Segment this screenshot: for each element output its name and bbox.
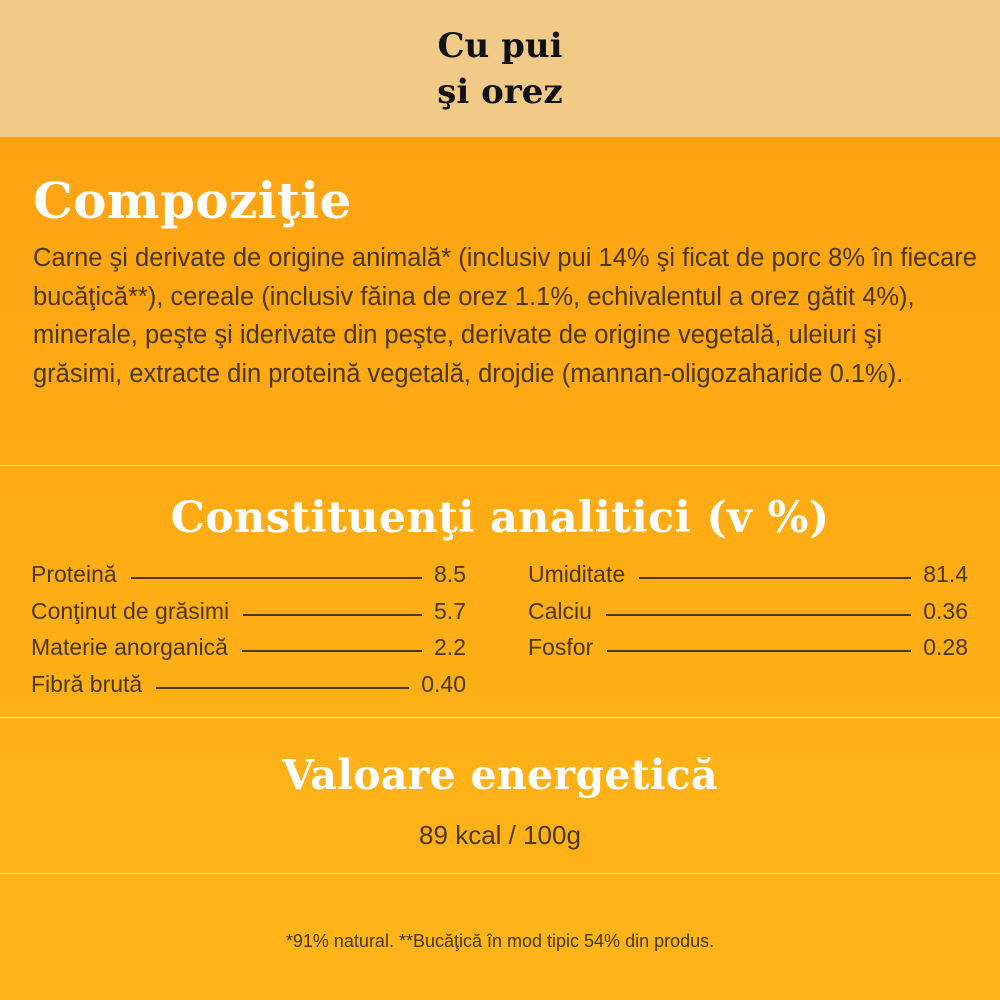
nutrient-row bbox=[31, 634, 466, 671]
composition-text: Carne şi derivate de origine animală* (inclusiv pui 14% şi ficat de porc 8% în fiecare bucăţică**), cereale (inclusiv făina de orez 1.1%, echivalentul a orez gătit 4%), minerale, peşte şi iderivate din peşte, derivate de origine vegetală, uleiuri şi grăsimi, extracte din proteină vegetală, drojdie (mannan-oligozaharide 0.1%). bbox=[33, 244, 977, 388]
nutrient-row bbox=[528, 561, 968, 598]
nutrient-value: 2.2 bbox=[434, 634, 466, 660]
energy-value: 89 kcal / 100g bbox=[419, 820, 581, 850]
nutrient-row bbox=[31, 561, 466, 598]
leader-line bbox=[242, 650, 422, 652]
energy-value-heading: Valoare energetică bbox=[282, 751, 718, 799]
nutrient-label: Fosfor bbox=[528, 634, 594, 660]
nutrient-value: 0.40 bbox=[421, 670, 466, 697]
product-title-line-2: şi orez bbox=[437, 71, 563, 112]
nutrient-row bbox=[31, 598, 466, 635]
composition-heading: Compoziţie bbox=[33, 171, 352, 230]
composition-section bbox=[33, 165, 978, 393]
product-title bbox=[437, 23, 562, 115]
nutrient-value: 81.4 bbox=[923, 561, 968, 587]
nutrient-value: 5.7 bbox=[434, 597, 466, 624]
nutrient-label: Materie anorganică bbox=[31, 634, 228, 660]
leader-line bbox=[156, 687, 409, 689]
nutrient-value: 0.28 bbox=[923, 634, 968, 660]
product-title-band bbox=[0, 0, 1000, 137]
nutrient-label: Umiditate bbox=[528, 561, 626, 587]
leader-line bbox=[606, 614, 911, 616]
product-title-line-1: Cu pui bbox=[437, 25, 563, 66]
nutrient-label: Conţinut de grăsimi bbox=[31, 597, 230, 624]
leader-line bbox=[243, 614, 422, 616]
nutrient-row bbox=[528, 598, 968, 635]
nutrient-label: Proteină bbox=[31, 561, 117, 587]
nutrient-row bbox=[528, 634, 968, 671]
nutrient-value: 8.5 bbox=[434, 561, 466, 587]
divider bbox=[0, 717, 1000, 718]
analytical-constituents-left-column bbox=[31, 561, 466, 707]
footnote: *91% natural. **Bucăţică în mod tipic 54% din produs. bbox=[285, 931, 715, 951]
nutrient-row bbox=[31, 671, 466, 708]
nutrient-value: 0.36 bbox=[923, 597, 968, 624]
leader-line bbox=[131, 577, 422, 579]
analytical-constituents-heading: Constituenţi analitici (v %) bbox=[170, 493, 830, 543]
nutrient-label: Calciu bbox=[528, 597, 592, 624]
leader-line bbox=[607, 650, 911, 652]
leader-line bbox=[639, 577, 911, 579]
divider bbox=[0, 873, 1000, 874]
divider bbox=[0, 465, 1000, 466]
nutrient-label: Fibră brută bbox=[31, 670, 143, 697]
analytical-constituents-right-column bbox=[528, 561, 968, 671]
